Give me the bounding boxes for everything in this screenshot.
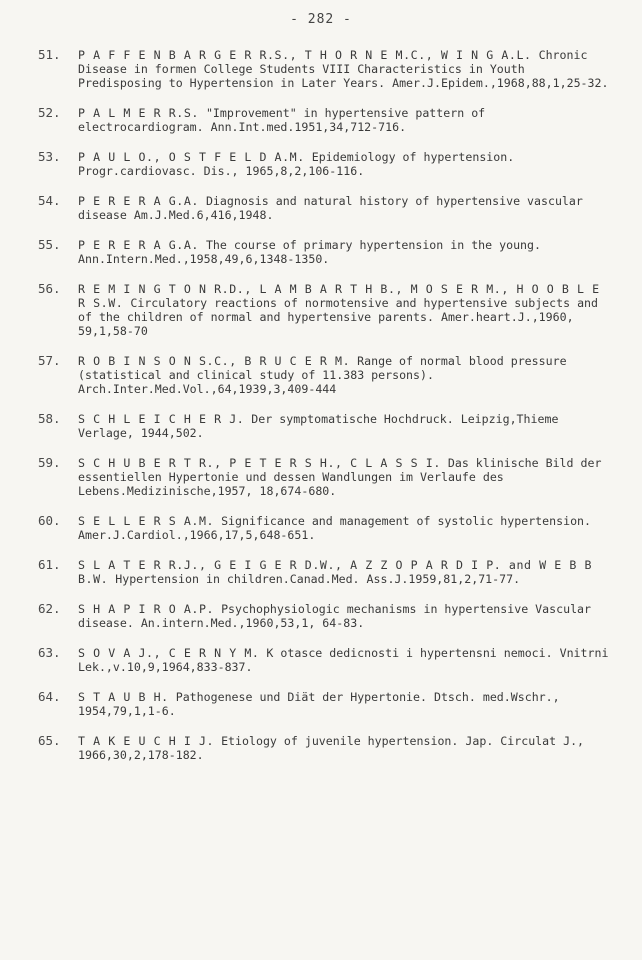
reference-entry [38,602,610,630]
reference-entry [38,282,610,338]
reference-citation: Circulatory reactions of normotensive and hypertensive subjects and of the children of normal and hypertensive parents. Amer.heart.J.,1960, 59,1,58-70 [78,296,599,338]
reference-text [78,734,610,762]
reference-number: 56. [38,281,61,296]
reference-citation: K otasce dedicnosti i hypertensni nemoci. Vnitrni Lek.,v.10,9,1964,833-837. [78,646,609,674]
reference-text [78,194,610,222]
reference-number: 51. [38,47,61,62]
reference-authors: S L A T E R R.J., G E I G E R D.W., A Z Z O P A R D I P. and W E B B B.W. [78,558,593,586]
reference-text [78,150,610,178]
reference-number: 55. [38,237,61,252]
page-number: - 282 - [290,12,352,27]
reference-number: 58. [38,411,61,426]
reference-citation: Etiology of juvenile hypertension. Jap. Circulat J., 1966,30,2,178-182. [78,734,585,762]
reference-text [78,412,610,440]
reference-authors: S T A U B H. [78,690,169,704]
reference-citation: Psychophysiologic mechanisms in hypertensive Vascular disease. An.intern.Med.,1960,53,1, 64-83. [78,602,592,630]
reference-number: 64. [38,689,61,704]
reference-entry [38,150,610,178]
reference-text [78,602,610,630]
reference-authors: P A L M E R R.S. [78,106,199,120]
reference-citation: Chronic Disease in formen College Students VIII Characteristics in Youth Predisposing to Hypertension in Later Years. Amer.J.Epidem.,1968,88,1,25-32. [78,48,609,90]
reference-number: 61. [38,557,61,572]
reference-entry [38,734,610,762]
reference-number: 52. [38,105,61,120]
reference-authors: S C H L E I C H E R J. [78,412,245,426]
reference-number: 59. [38,455,61,470]
reference-entry [38,106,610,134]
reference-authors: R E M I N G T O N R.D., L A M B A R T H B., M O S E R M., H O O B L E R S.W. [78,282,600,310]
reference-text [78,456,610,498]
reference-authors: P A U L O., O S T F E L D A.M. [78,150,305,164]
reference-text [78,106,610,134]
reference-text [78,558,610,586]
reference-citation: Der symptomatische Hochdruck. Leipzig,Thieme Verlage, 1944,502. [78,412,559,440]
reference-citation: Diagnosis and natural history of hypertensive vascular disease Am.J.Med.6,416,1948. [78,194,583,222]
reference-entry [38,646,610,674]
reference-text [78,354,610,396]
reference-authors: R O B I N S O N S.C., B R U C E R M. [78,354,351,368]
reference-number: 62. [38,601,61,616]
reference-text [78,690,610,718]
reference-number: 54. [38,193,61,208]
reference-citation: Hypertension in children.Canad.Med. Ass.J.1959,81,2,71-77. [108,572,521,586]
reference-number: 57. [38,353,61,368]
reference-citation: Range of normal blood pressure (statistical and clinical study of 11.383 persons). Arch.Inter.Med.Vol.,64,1939,3,409-444 [78,354,567,396]
reference-authors: S E L L E R S A.M. [78,514,215,528]
reference-text [78,48,610,90]
reference-citation: "Improvement" in hypertensive pattern of electrocardiogram. Ann.Int.med.1951,34,712-716. [78,106,486,134]
reference-entry [38,558,610,586]
reference-number: 63. [38,645,61,660]
reference-number: 60. [38,513,61,528]
reference-citation: The course of primary hypertension in the young. Ann.Intern.Med.,1958,49,6,1348-1350. [78,238,541,266]
reference-authors: P E R E R A G.A. [78,238,199,252]
reference-authors: T A K E U C H I J. [78,734,215,748]
reference-citation: Epidemiology of hypertension. Progr.cardiovasc. Dis., 1965,8,2,106-116. [78,150,515,178]
reference-authors: S C H U B E R T R., P E T E R S H., C L A S S I. [78,456,441,470]
reference-text [78,282,610,338]
reference-authors: S O V A J., C E R N Y M. [78,646,260,660]
reference-authors: S H A P I R O A.P. [78,602,215,616]
reference-number: 65. [38,733,61,748]
reference-entry [38,194,610,222]
reference-citation: Das klinische Bild der essentiellen Hypertonie und dessen Wandlungen im Verlaufe des Lebens.Medizinische,1957, 18,674-680. [78,456,602,498]
reference-authors: P E R E R A G.A. [78,194,199,208]
reference-list [38,48,610,778]
reference-entry [38,354,610,396]
reference-citation: Pathogenese und Diät der Hypertonie. Dtsch. med.Wschr., 1954,79,1,1-6. [78,690,560,718]
reference-entry [38,412,610,440]
reference-citation: Significance and management of systolic hypertension. Amer.J.Cardiol.,1966,17,5,648-651. [78,514,592,542]
reference-authors: P A F F E N B A R G E R R.S., T H O R N E M.C., W I N G A.L. [78,48,532,62]
reference-text [78,514,610,542]
reference-entry [38,48,610,90]
reference-entry [38,690,610,718]
reference-entry [38,514,610,542]
reference-entry [38,238,610,266]
reference-text [78,646,610,674]
reference-entry [38,456,610,498]
reference-number: 53. [38,149,61,164]
reference-text [78,238,610,266]
